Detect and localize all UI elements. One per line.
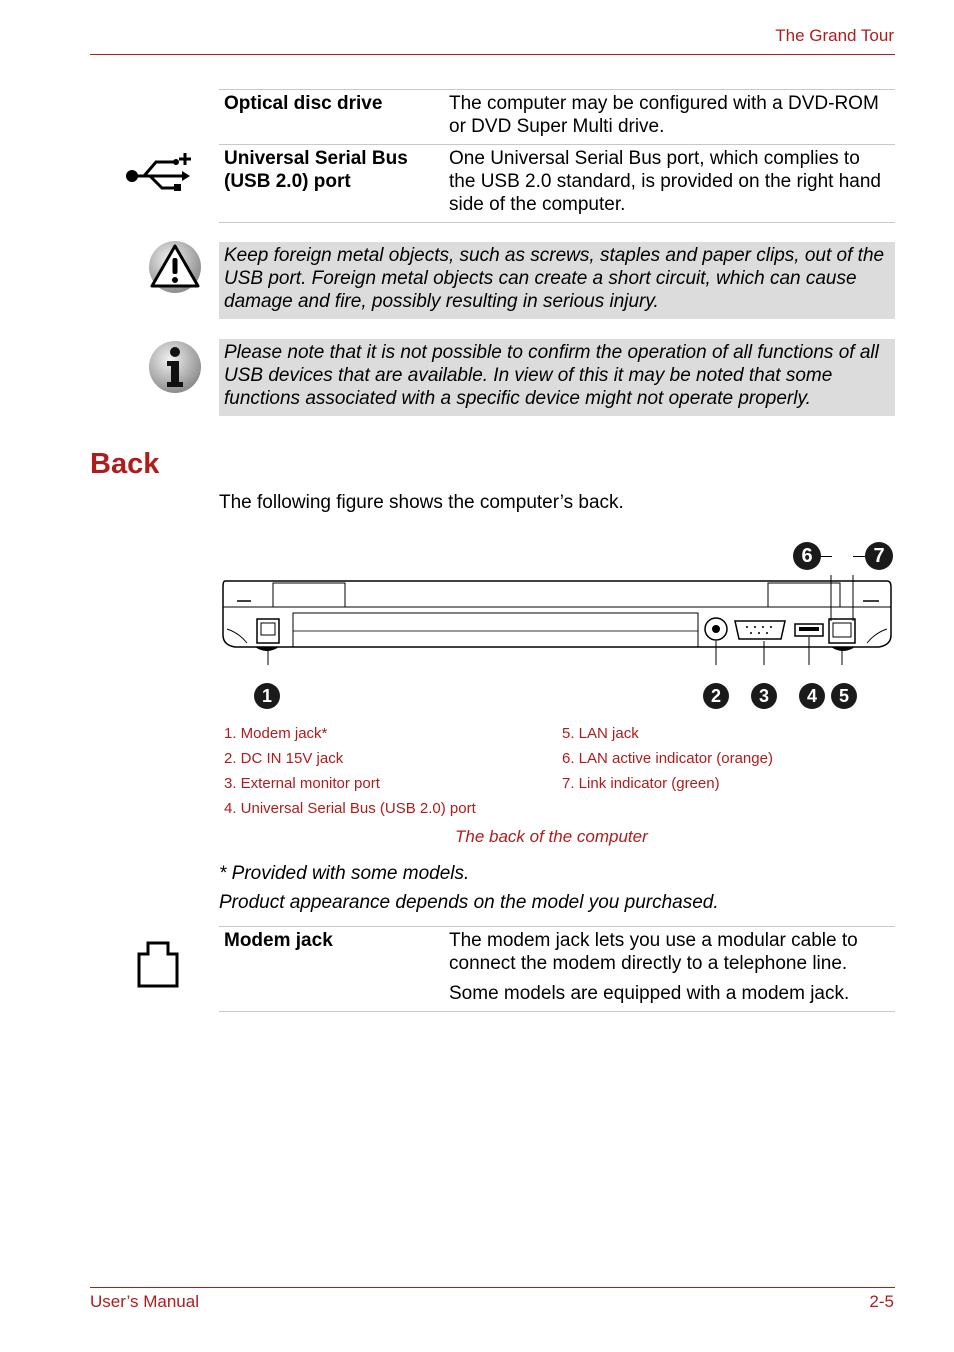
table-row [219, 927, 895, 1012]
legend-item: 7. Link indicator (green) [562, 775, 720, 792]
section-heading: Back [90, 448, 160, 480]
callout-7: 7 [865, 542, 893, 570]
term-cell: Optical disc drive [224, 93, 383, 114]
modem-table [219, 926, 895, 1012]
term-cell: Modem jack [224, 930, 333, 951]
footer-divider [90, 1287, 895, 1288]
info-note: Please note that it is not possible to confirm the operation of all functions of all USB devices that are available. In view of this it may be noted that some functions associated with a specific device might not operate properly. [219, 339, 895, 416]
header-divider [90, 54, 895, 55]
table-row [219, 145, 895, 223]
header-title: The Grand Tour [775, 26, 894, 45]
desc-paragraph: The modem jack lets you use a modular cable to connect the modem directly to a telephone line. [449, 930, 858, 974]
warning-note: Keep foreign metal objects, such as screws, staples and paper clips, out of the USB port. Foreign metal objects can create a short circuit, which can cause damage and fire, possibly resulting in serious injury. [219, 242, 895, 319]
footnote: * Provided with some models. [219, 863, 470, 884]
callout-6: 6 [793, 542, 821, 570]
legend-item: 6. LAN active indicator (orange) [562, 750, 773, 767]
desc-cell: The computer may be configured with a DVD-ROM or DVD Super Multi drive. [449, 93, 879, 137]
callout-4: 4 [799, 683, 825, 709]
ports-table [219, 89, 895, 223]
desc-cell [444, 927, 895, 1012]
footer-manual-title: User’s Manual [90, 1292, 199, 1311]
warning-icon [148, 240, 202, 294]
legend-item: 2. DC IN 15V jack [224, 750, 344, 767]
page-number: 2-5 [869, 1292, 894, 1311]
term-cell: Universal Serial Bus (USB 2.0) port [224, 148, 408, 192]
callout-5: 5 [831, 683, 857, 709]
desc-paragraph: Some models are equipped with a modem jack. [449, 983, 850, 1004]
info-icon [148, 340, 202, 394]
callout-leader [853, 556, 865, 557]
footnote: Product appearance depends on the model you purchased. [219, 892, 719, 913]
legend-item: 4. Universal Serial Bus (USB 2.0) port [224, 800, 476, 817]
callout-3: 3 [751, 683, 777, 709]
callout-leader [820, 556, 832, 557]
modem-jack-icon [136, 940, 180, 990]
callout-1: 1 [254, 683, 280, 709]
section-intro: The following figure shows the computer’s back. [219, 492, 624, 513]
desc-cell: One Universal Serial Bus port, which complies to the USB 2.0 standard, is provided on the right hand side of the computer. [449, 148, 881, 215]
callout-2: 2 [703, 683, 729, 709]
legend-item: 3. External monitor port [224, 775, 380, 792]
legend-item: 5. LAN jack [562, 725, 639, 742]
usb-icon [124, 150, 194, 194]
computer-back-figure [219, 575, 895, 665]
figure-caption: The back of the computer [455, 827, 648, 846]
table-row [219, 90, 895, 145]
legend-item: 1. Modem jack* [224, 725, 328, 742]
